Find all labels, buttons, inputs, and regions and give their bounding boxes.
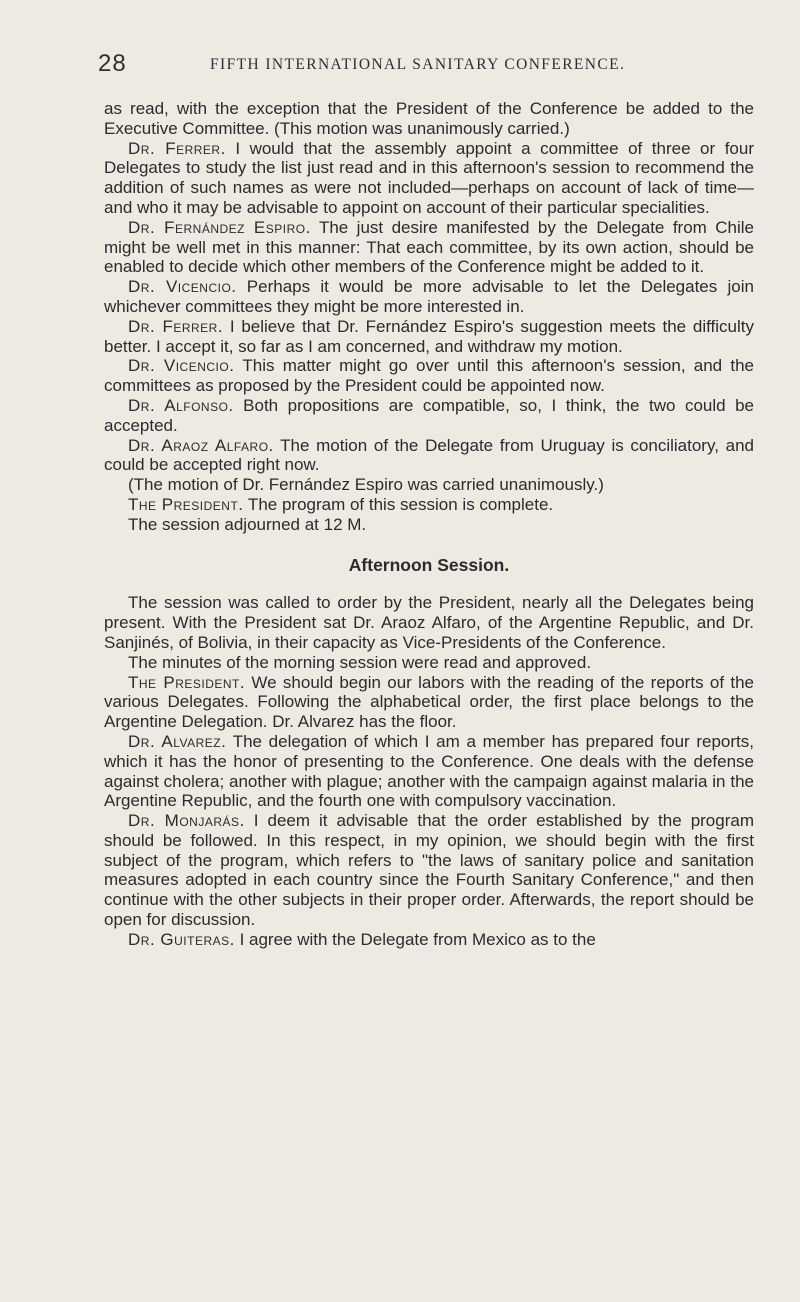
paragraph: Dr. Araoz Alfaro. The motion of the Delegate from Uruguay is conciliatory, and could be accepted right now. [104,435,754,475]
speaker-name: Dr. Vicencio. [128,277,237,297]
paragraph: Dr. Guiteras. I agree with the Delegate from Mexico as to the [128,929,596,949]
paragraph: as read, with the exception that the President of the Conference be added to the Executive Committee. (This motion was unanimously carried.) [104,99,754,138]
page-number: 28 [98,50,127,77]
paragraph: Dr. Vicencio. This matter might go over until this afternoon's session, and the committees as proposed by the President could be appointed now. [104,356,754,396]
paragraph: Dr. Ferrer. I would that the assembly appoint a committee of three or four Delegates to study the list just read and in this afternoon's session to recommend the addition of such names as were not included—perhaps on account of lack of time—and who it may be advisable to appoint on account of their particular specialities. [104,138,754,217]
speaker-name: Dr. Ferrer. [128,316,224,336]
paragraph: The session adjourned at 12 M. [128,514,367,534]
page-header [0,50,800,80]
paragraph: Dr. Fernández Espiro. The just desire manifested by the Delegate from Chile might be well met in this manner: That each committee, by its own action, should be enabled to decide which other members of the Conference might be added to it. [104,217,754,277]
paragraph: Dr. Vicencio. Perhaps it would be more advisable to let the Delegates join whichever committees they might be more interested in. [104,277,754,316]
section-title: Afternoon Session. [348,554,510,575]
paragraph: Dr. Alvarez. The delegation of which I am a member has prepared four reports, which it has the honor of presenting to the Conference. One deals with the defense against cholera; another with plague; another with the campaign against malaria in the Argentine Republic, and the fourth one with compulsory vaccination. [104,731,754,811]
speaker-name: Dr. Alfonso. [128,395,234,415]
speaker-name: Dr. Araoz Alfaro. [128,435,274,455]
speaker-name: Dr. Fernández Espiro. [128,217,311,237]
running-head: FIFTH INTERNATIONAL SANITARY CONFERENCE. [210,56,626,73]
speaker-name: Dr. Alvarez. [128,731,227,751]
paragraph: Dr. Ferrer. I believe that Dr. Fernández Espiro's suggestion meets the difficulty better. I accept it, so far as I am concerned, and withdraw my motion. [104,316,754,356]
speaker-name: The President. [128,672,246,692]
paragraph: The President. We should begin our labors with the reading of the reports of the various Delegates. Following the alphabetical order, the first place belongs to the Argentine Delegation. Dr. Alvarez has the floor. [104,672,755,732]
paragraph: The President. The program of this session is complete. [128,494,554,514]
speaker-name: Dr. Guiteras. [128,929,235,949]
speaker-name: Dr. Vicencio. [128,356,235,376]
paragraph: The minutes of the morning session were read and approved. [128,652,592,672]
speaker-name: Dr. Monjarás. [128,811,245,831]
speaker-name: Dr. Ferrer. [128,138,226,158]
paragraph: The session was called to order by the President, nearly all the Delegates being present. With the President sat Dr. Araoz Alfaro, of the Argentine Republic, and Dr. Sanjinés, of Bolivia, in their capacity as Vice-Presidents of the Conference. [104,593,754,652]
paragraph: Dr. Alfonso. Both propositions are compatible, so, I think, the two could be accepted. [104,395,754,435]
paragraph: Dr. Monjarás. I deem it advisable that the order established by the program should be followed. In this respect, in my opinion, we should begin with the first subject of the program, which refers to "the laws of sanitary police and sanitation measures adopted in each country since the Fourth Sanitary Conference," and then continue with the other subjects in their proper order. Afterwards, the report should be open for discussion. [104,811,754,930]
speaker-name: The President. [128,494,244,514]
body-text [104,99,754,950]
paragraph: (The motion of Dr. Fernández Espiro was carried unanimously.) [128,475,604,495]
